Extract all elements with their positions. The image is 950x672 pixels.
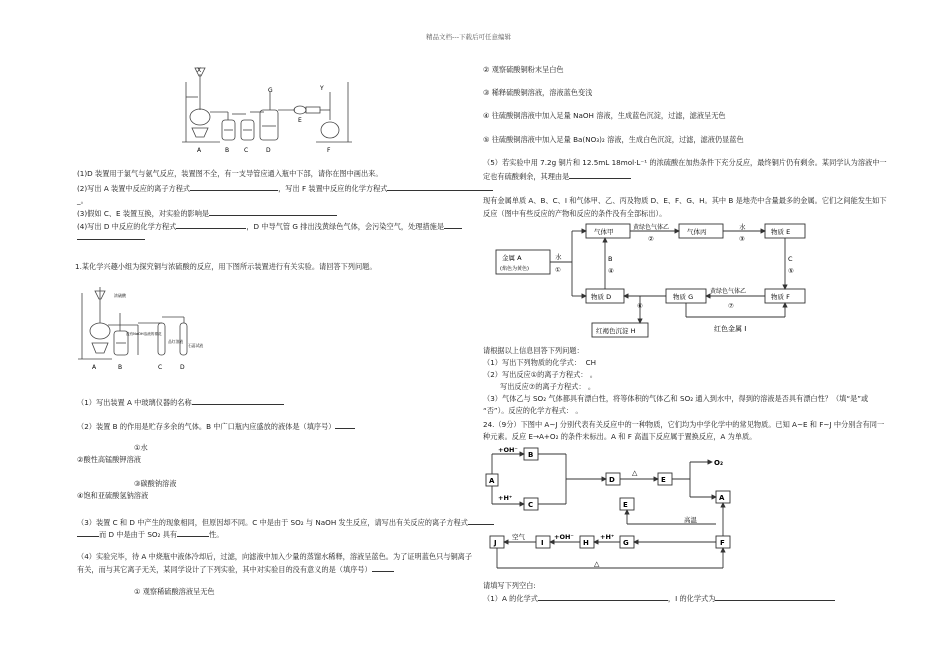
q24-line1: 24.（9分）下图中 A~J 分别代表有关反应中的一种物质，它们均为中学化学中的常见物质。已知 A~E 和 F~J 中分别含有同一 bbox=[483, 420, 885, 429]
fig1-label-e: E bbox=[298, 117, 302, 124]
fig1-label-g: G bbox=[268, 87, 273, 94]
apparatus-figure-2 bbox=[76, 283, 204, 373]
metal-intro-1: 现有金属单质 A、B、C、I 和气体甲、乙、丙及物质 D、E、F、G、H。其中 B 是地壳中含量最多的金属。它们之间能发生如下 bbox=[483, 196, 887, 205]
r-q5-line2: 定也有硫酸剩余，其理由是 bbox=[483, 171, 631, 181]
fig2-label-c: C bbox=[158, 364, 163, 371]
fig1-label-y: Y bbox=[320, 85, 324, 92]
fig2-tag-pinhong: 品红溶液 bbox=[168, 339, 184, 344]
d2-d: D bbox=[609, 476, 615, 484]
q-block1-trail-blank bbox=[77, 239, 145, 240]
label-step-7: ⑦ bbox=[728, 302, 734, 310]
q2-intro: 1.某化学兴趣小组为探究铜与浓硫酸的反应，用下图所示装置进行有关实验。请回答下列问题。 bbox=[75, 262, 377, 271]
d2-h-plus2: +H⁺ bbox=[600, 533, 615, 541]
fig2-label-b: B bbox=[118, 364, 123, 371]
q24-line2: 种元素。反应 E→A+O₂ 的条件未标出。A 和 F 高温下反应属于置换反应，A 为单质。 bbox=[483, 432, 757, 441]
label-water-3: 水 bbox=[739, 223, 746, 231]
d2-oh: +OH⁻ bbox=[498, 446, 518, 454]
r-item2: ② 观察硫酸铜粉末呈白色 bbox=[483, 65, 564, 74]
label-metal-a: 金属 A bbox=[502, 254, 522, 262]
metal-intro-2: 反应（图中有些反应的产物和反应的条件没有全部标出）。 bbox=[483, 209, 667, 218]
label-c: C bbox=[788, 255, 793, 263]
d2-c: C bbox=[528, 501, 534, 509]
d2-a2: A bbox=[719, 494, 725, 502]
fig1-label-f: F bbox=[327, 147, 331, 154]
label-yellow-gas-b2: 黄绿色气体乙 bbox=[710, 288, 747, 295]
label-sub-e: 物质 E bbox=[771, 228, 791, 236]
d2-j: J bbox=[494, 539, 497, 547]
d2-f: F bbox=[720, 539, 725, 547]
page-header: 精品文档---下载后可任意编辑 bbox=[426, 33, 512, 41]
label-sub-f: 物质 F bbox=[771, 293, 790, 301]
reaction-diagram-2 bbox=[484, 444, 754, 574]
fig2-label-d: D bbox=[180, 364, 185, 371]
fig2-tag-acid: 浓硫酸 bbox=[114, 293, 126, 298]
reaction-diagram-1 bbox=[488, 219, 808, 344]
q2-line4: （4）实验完毕，待 A 中烧瓶中液体冷却后，过滤，向滤液中加入少量的蒸馏水稀释，溶液呈蓝色。为了证明蓝色只与铜离子 bbox=[77, 552, 473, 561]
label-red-metal: 红色金属 I bbox=[714, 325, 747, 333]
label-sub-g: 物质 G bbox=[673, 293, 694, 301]
label-b: B bbox=[608, 255, 613, 263]
d1-q-head: 请根据以上信息回答下列问题： bbox=[483, 346, 584, 355]
q2-opt2: ②酸性高锰酸钾溶液 bbox=[77, 455, 141, 464]
box-j bbox=[490, 536, 504, 548]
label-yellow-gas-b: 黄绿色气体乙 bbox=[633, 224, 670, 231]
fig2-label-a: A bbox=[92, 364, 97, 371]
r-item5: ⑤ 往硫酸铜溶液中加入足量 Ba(NO₃)₂ 溶液，生成白色沉淀，过滤，滤液仍显蓝色 bbox=[483, 135, 744, 144]
r-item4: ④ 往硫酸铜溶液中加入足量 NaOH 溶液，生成蓝色沉淀，过滤，滤液呈无色 bbox=[483, 111, 726, 120]
q2-opt3: ③碳酸钠溶液 bbox=[134, 479, 177, 488]
label-red-brown: 红褐色沉淀 H bbox=[596, 327, 636, 335]
label-gas-bing: 气体丙 bbox=[687, 228, 707, 236]
d2-e: E bbox=[661, 476, 666, 484]
d2-i: I bbox=[541, 539, 544, 547]
d2-h-plus: +H⁺ bbox=[498, 494, 513, 502]
label-water-1: 水 bbox=[555, 253, 562, 261]
q2-line4b: 有关，而与其它离子无关，某同学设计了下列实验，其中对实验目的没有意义的是（填序号） bbox=[77, 564, 394, 574]
q-block1-line4: (4)写出 D 中反应的化学方程式 ，D 中导气管 G 排出浅黄绿色气体，会污染空气，处理措施是 bbox=[77, 221, 462, 231]
q2-line1: （1）写出装置 A 中玻璃仪器的名称 bbox=[77, 397, 284, 407]
d1-q3b: “否”）。反应的化学方程式： 。 bbox=[483, 406, 583, 415]
fig2-tag-naoh: 浸有NaOH溶液的棉花 bbox=[126, 332, 162, 336]
d2-delta2: △ bbox=[594, 560, 600, 568]
fill-header: 请填写下列空白: bbox=[483, 581, 536, 590]
fig1-label-c: C bbox=[244, 147, 249, 154]
label-step-4: ④ bbox=[608, 267, 614, 275]
r-q5-line1: （5）若实验中用 7.2g 铜片和 12.5mL 18mol·L⁻¹ 的浓硫酸在加热条件下充分反应，最终铜片仍有剩余。某同学认为溶液中一 bbox=[483, 158, 887, 167]
q-block1-dot: _。 bbox=[77, 196, 88, 205]
label-metal-a-note: (焰色为黄色) bbox=[500, 266, 529, 272]
fig1-label-x: X bbox=[197, 67, 202, 74]
label-step-6: ⑥ bbox=[637, 302, 643, 310]
d1-q3a: （3）气体乙与 SO₂ 气体都具有漂白性，将等体积的气体乙和 SO₂ 通入到水中，得到的溶液是否具有漂白性？（填“是”或 bbox=[483, 394, 869, 403]
d2-a: A bbox=[489, 477, 495, 485]
fill-line1: （1）A 的化学式 ，I 的化学式为 bbox=[483, 593, 835, 603]
fig1-label-d: D bbox=[266, 147, 271, 154]
q2-opt4: ④饱和亚硫酸氢钠溶液 bbox=[77, 491, 149, 500]
apparatus-figure-1 bbox=[180, 62, 355, 154]
q2-line3b: 而 D 中是由于 SO₂ 具有 性。 bbox=[77, 529, 223, 539]
label-step-1: ① bbox=[555, 266, 561, 274]
d2-b: B bbox=[528, 451, 534, 459]
label-gas-jia: 气体甲 bbox=[594, 228, 614, 236]
d1-q1: （1）写出下列物质的化学式： CH bbox=[483, 358, 597, 367]
d2-oh2: +OH⁻ bbox=[554, 533, 574, 541]
d2-delta: △ bbox=[632, 469, 638, 477]
q2-line3: （3）装置 C 和 D 中产生的现象相同，但原因却不同。C 中是由于 SO₂ 与 NaOH 发生反应，请写出有关反应的离子方程式 bbox=[77, 517, 494, 527]
label-step-2: ② bbox=[648, 235, 654, 243]
q2-exp1: ① 观察稀硫酸溶液呈无色 bbox=[134, 587, 215, 596]
q-block1-line3: (3)假如 C、E 装置互换，对实验的影响是 bbox=[77, 208, 337, 218]
fig1-label-b: B bbox=[225, 147, 230, 154]
fig1-label-a: A bbox=[197, 147, 202, 154]
d1-q2b: 写出反应⑦的离子方程式： 。 bbox=[500, 382, 596, 391]
r-item3: ③ 稀释硫酸铜溶液，溶液蓝色变浅 bbox=[483, 88, 593, 97]
q-block1-line2: (2)写出 A 装置中反应的离子方程式 ，写出 F 装置中反应的化学方程式 bbox=[77, 183, 493, 193]
q2-line2: （2）装置 B 的作用是贮存多余的气体。B 中广口瓶内应盛放的液体是（填序号） bbox=[77, 421, 355, 431]
d2-gaowen: 高温 bbox=[684, 516, 697, 524]
d2-e2: E bbox=[623, 501, 628, 509]
d2-o2: O₂ bbox=[714, 459, 724, 467]
q-block1-line1: (1)D 装置用于氯气与氨气反应，装置图不全，有一支导管应通入瓶中下部，请你在图中画出来。 bbox=[77, 169, 383, 178]
label-step-5: ⑤ bbox=[788, 267, 794, 275]
q2-opt1: ①水 bbox=[134, 443, 148, 452]
d1-q2a: （2）写出反应①的离子方程式： 。 bbox=[483, 370, 597, 379]
d2-air: 空气 bbox=[512, 533, 525, 541]
label-sub-d: 物质 D bbox=[591, 293, 612, 301]
d2-h: H bbox=[583, 539, 589, 547]
label-step-3: ③ bbox=[739, 235, 745, 243]
fig2-tag-shirui: 石蕊试液 bbox=[188, 343, 204, 348]
d2-g: G bbox=[623, 539, 629, 547]
